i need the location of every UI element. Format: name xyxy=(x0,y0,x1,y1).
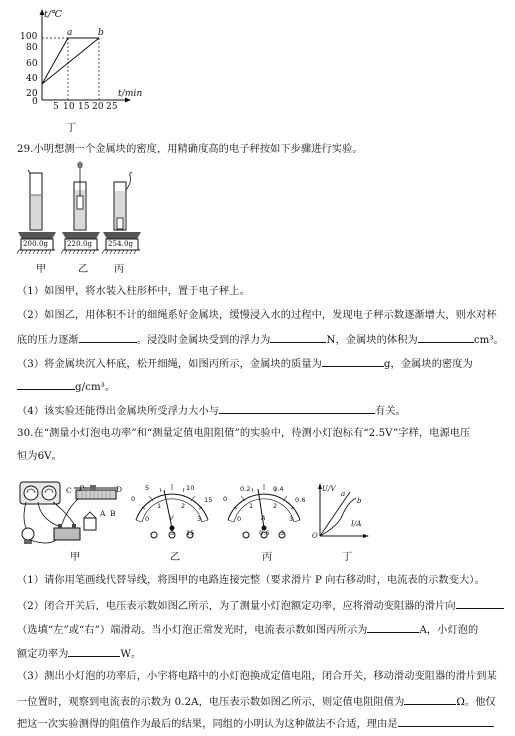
voltmeter-unit: V xyxy=(169,514,174,522)
scale-reading-jia: 200.0g xyxy=(23,240,49,248)
q30-part2-line2: （选填“左”或“右”）端滑动。当小灯泡正常发光时，电流表示数如图丙所示为 A，小灯泡的 xyxy=(17,622,478,637)
answer-blank[interactable] xyxy=(79,332,137,343)
x-tick: 15 xyxy=(78,102,90,112)
q29-fig-label-jia: 甲 xyxy=(36,264,47,275)
answer-blank[interactable] xyxy=(17,379,75,390)
ammeter-terminal: 0.6 xyxy=(259,529,270,537)
scale-reading-yi: 220.0g xyxy=(67,240,93,248)
iv-origin: O xyxy=(312,532,318,540)
answer-blank[interactable] xyxy=(68,646,120,657)
voltmeter-inner-tick: 0 xyxy=(145,515,150,523)
line-b xyxy=(42,38,99,84)
voltmeter-terminal: - xyxy=(150,529,153,537)
answer-blank[interactable] xyxy=(219,403,375,414)
iv-graph xyxy=(310,480,370,540)
iv-curve-b-label: b xyxy=(357,497,362,505)
voltmeter-terminal: 3 xyxy=(170,529,175,537)
point-b-label: b xyxy=(98,28,104,38)
q29-part4: （4）该实验还能得出金属块所受浮力大小与 有关。 xyxy=(17,403,406,418)
ammeter-tick: 0.6 xyxy=(295,496,306,504)
voltmeter-inner-tick: 2 xyxy=(181,502,186,510)
circuit-label-C: C xyxy=(66,486,72,495)
circuit-label-B: B xyxy=(110,509,116,518)
q30-part1: （1）请你用笔画线代替导线，将图甲的电路连接完整（要求滑片 P 向右移动时，电流表的示数变大）。 xyxy=(17,575,485,586)
x-tick: 25 xyxy=(106,102,118,112)
graph-caption: 丁 xyxy=(66,123,77,134)
answer-blank[interactable] xyxy=(367,622,419,633)
ammeter-tick: 0 xyxy=(223,495,228,503)
voltmeter-tick: 0 xyxy=(131,495,136,503)
q29-fig-label-yi: 乙 xyxy=(78,264,89,275)
point-a-label: a xyxy=(67,28,73,38)
q30-part2-line1: （2）闭合开关后，电压表示数如图乙所示，为了测量小灯泡额定功率，应将滑动变阻器的滑片向 xyxy=(17,598,504,613)
q29-part2-line1: （2）如图乙，用体积不计的细绳系好金属块，缓慢浸入水的过程中，发现电子秤示数逐渐增大，则水对杯 xyxy=(17,310,497,321)
y-tick: 80 xyxy=(26,43,38,53)
q30-fig-label-ding: 丁 xyxy=(342,552,353,563)
ammeter-tick: 0.2 xyxy=(240,485,251,493)
graph-x-axis-label: t/min xyxy=(118,89,143,99)
q29-stem: 29.小明想测一个金属块的密度，用精确度高的电子秤按如下步骤进行实验。 xyxy=(17,144,363,155)
ammeter-inner-tick: 3 xyxy=(289,515,294,523)
q30-part3-line3: 把这一次实验测得的阻值作为最后的结果，同组的小明认为这种做法不合适，理由是 xyxy=(17,716,494,731)
voltmeter-tick: 10 xyxy=(186,484,195,492)
line-a xyxy=(42,38,68,84)
x-tick: 10 xyxy=(63,102,75,112)
q29-part3-line1: （3）将金属块沉入杯底，松开细绳，如图丙所示，金属块的质量为 g，金属块的密度为 xyxy=(17,356,473,371)
q29-part1: （1）如图甲，将水装入柱形杯中，置于电子秤上。 xyxy=(17,286,250,297)
y-tick: 60 xyxy=(26,59,38,69)
answer-blank[interactable] xyxy=(270,332,326,343)
q30-part2-line3: 额定功率为 W。 xyxy=(17,646,141,661)
voltmeter-tick: 15 xyxy=(204,496,213,504)
graph-y-axis-label: t/℃ xyxy=(44,9,62,20)
ammeter-tick: 0.4 xyxy=(273,485,284,493)
q30-fig-label-bing: 丙 xyxy=(262,552,273,563)
voltmeter-inner-tick: 1 xyxy=(157,502,162,510)
q30-fig-label-jia: 甲 xyxy=(70,552,81,563)
ammeter-terminal: - xyxy=(242,529,245,537)
circuit-label-P: P xyxy=(79,484,85,493)
answer-blank[interactable] xyxy=(456,598,504,609)
x-tick: 5 xyxy=(53,102,59,112)
scale-reading-bing: 254.0g xyxy=(108,240,134,248)
voltmeter-inner-tick: 3 xyxy=(197,515,202,523)
y-tick: 40 xyxy=(26,74,38,84)
iv-y-label: U/V xyxy=(322,485,336,493)
q30-stem-line2: 恒为6V。 xyxy=(17,451,62,462)
ammeter-inner-tick: 2 xyxy=(273,502,278,510)
voltmeter-tick: 5 xyxy=(145,484,150,492)
iv-curve-a-label: a xyxy=(341,490,346,498)
answer-blank[interactable] xyxy=(398,716,494,727)
answer-blank[interactable] xyxy=(322,356,384,367)
q29-fig-label-bing: 丙 xyxy=(114,264,125,275)
circuit-label-D: D xyxy=(116,485,123,494)
q29-part3-line2: g/cm³。 xyxy=(17,379,115,394)
q30-part3-line2: 一位置时，观察到电流表的示数为 0.2A，电压表示数如图乙所示，则定值电阻阻值为 Ω。他仅 xyxy=(17,694,496,709)
q30-part3-line1: （3）测出小灯泡的功率后，小宇将电路中的小灯泡换成定值电阻，闭合开关，移动滑动变阻器的滑片到某 xyxy=(17,671,497,682)
ammeter-inner-tick: 1 xyxy=(249,502,254,510)
x-tick: 20 xyxy=(92,102,104,112)
ammeter-unit: A xyxy=(261,514,266,522)
q30-fig-label-yi: 乙 xyxy=(170,552,181,563)
y-tick: 100 xyxy=(20,32,38,42)
ammeter-terminal: 3 xyxy=(280,529,285,537)
ammeter-inner-tick: 0 xyxy=(237,515,242,523)
voltmeter-terminal: 15 xyxy=(186,529,195,537)
q30-stem-line1: 30.在“测量小灯泡电功率”和“测量定值电阻阻值”的实验中，待测小灯泡标有“2.5V”字样，电源电压 xyxy=(17,428,471,439)
y-tick: 0 xyxy=(32,97,38,107)
answer-blank[interactable] xyxy=(418,332,474,343)
answer-blank[interactable] xyxy=(404,694,456,705)
iv-line-a xyxy=(320,492,350,536)
y-tick: 20 xyxy=(26,89,38,99)
iv-x-label: I/A xyxy=(351,520,362,528)
circuit-label-A: A xyxy=(100,509,106,518)
q29-part2-line2: 底的压力逐渐 。浸没时金属块受到的浮力为 N，金属块的体积为 cm³。 xyxy=(17,332,504,347)
